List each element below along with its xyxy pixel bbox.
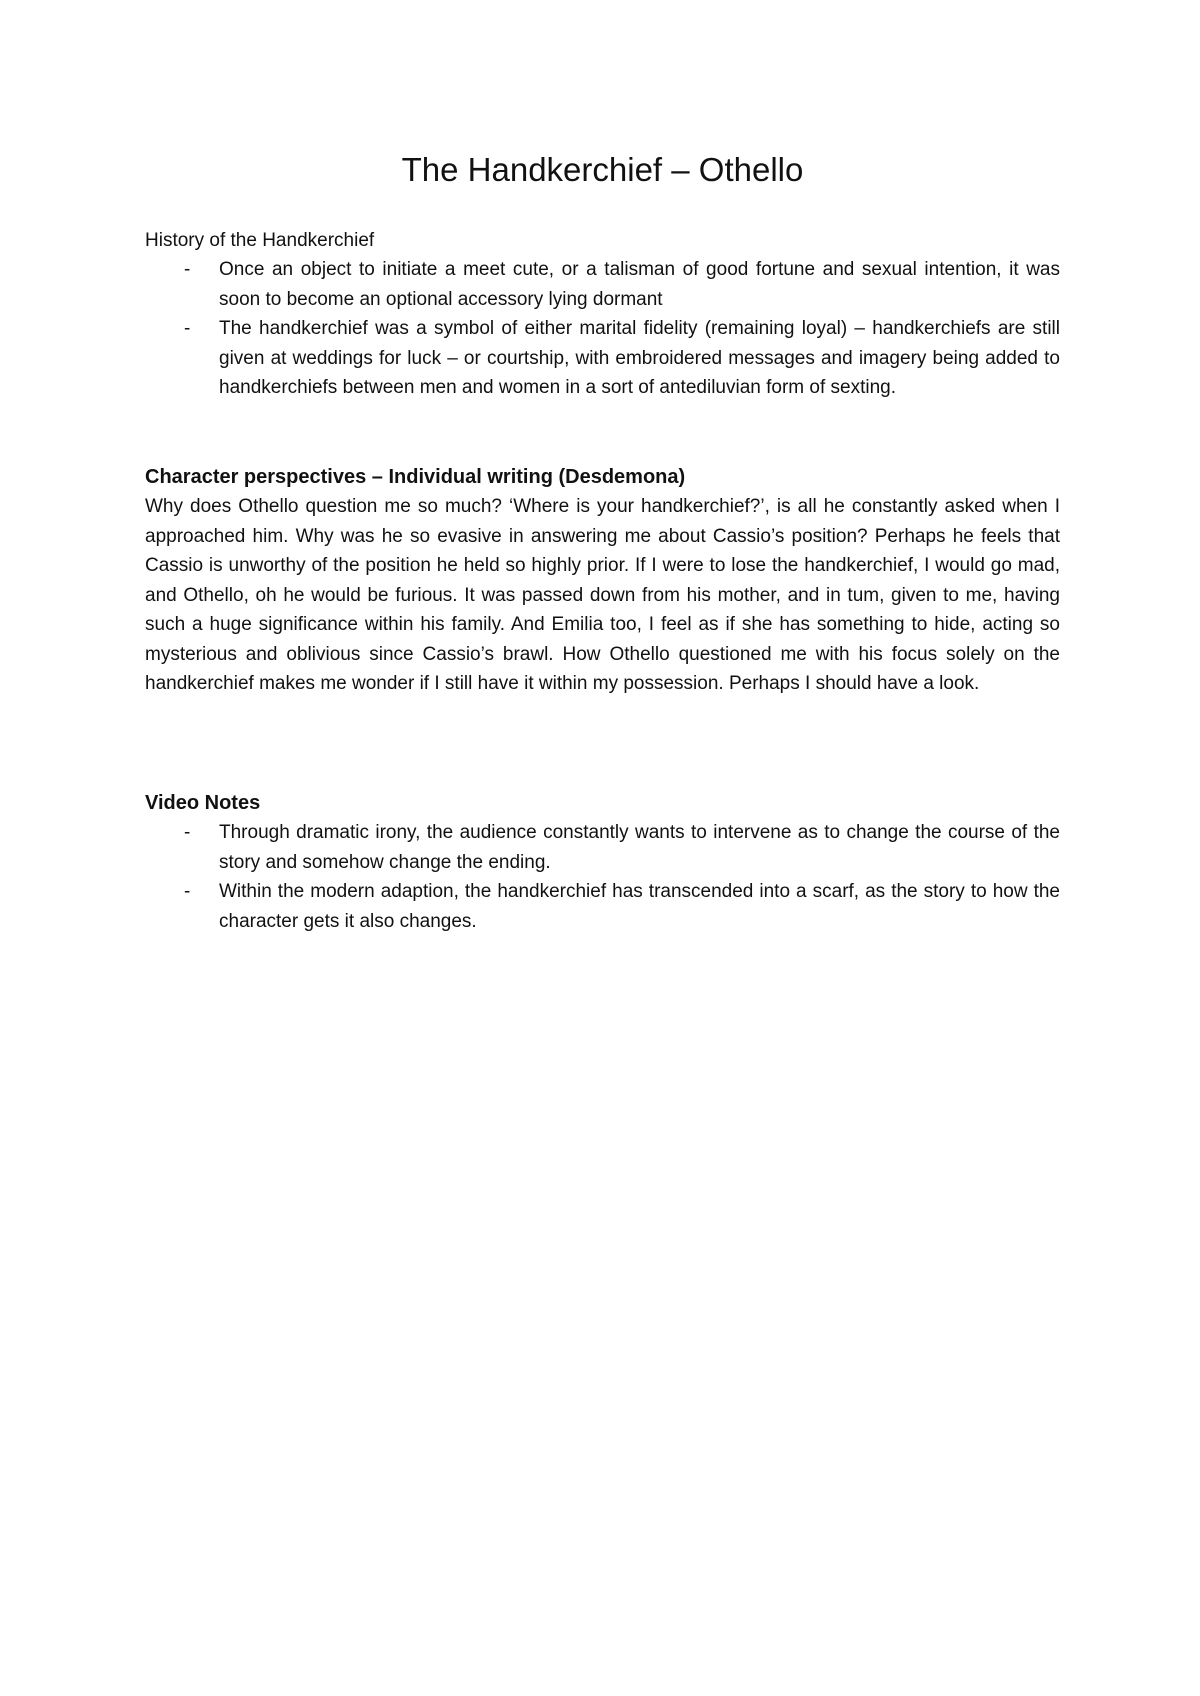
dash-bullet-icon: - <box>184 318 191 339</box>
list-item <box>145 877 1060 936</box>
history-section <box>145 226 1060 403</box>
character-body: Why does Othello question me so much? ‘Where is your handkerchief?’, is all he constantly asked when I approached him. Why was he so evasive in answering me about Cassio’s position? Perhaps he feels that Cassio is unworthy of the position he held so highly prior. If I were to lose the handkerchief, I would go mad, and Othello, oh he would be furious. It was passed down from his mother, and in tum, given to me, having such a huge significance within his family. And Emilia too, I feel as if she has something to hide, acting so mysterious and oblivious since Cassio’s brawl. How Othello questioned me with his focus solely on the handkerchief makes me wonder if I still have it within my possession. Perhaps I should have a look. <box>145 496 1060 694</box>
list-item-text: Within the modern adaption, the handkerchief has transcended into a scarf, as the story to how the character gets it also changes. <box>219 881 1060 932</box>
list-item <box>145 314 1060 403</box>
list-item-text: Once an object to initiate a meet cute, or a talisman of good fortune and sexual intention, it was soon to become an optional accessory lying dormant <box>219 259 1060 310</box>
video-notes-heading: Video Notes <box>145 792 261 814</box>
dash-bullet-icon: - <box>184 822 191 843</box>
list-item-text: Through dramatic irony, the audience constantly wants to intervene as to change the course of the story and somehow change the ending. <box>219 822 1060 873</box>
video-notes-list <box>145 818 1060 936</box>
character-section <box>145 463 1060 699</box>
list-item-text: The handkerchief was a symbol of either marital fidelity (remaining loyal) – handkerchiefs are still given at weddings for luck – or courtship, with embroidered messages and imagery being added to handkerchiefs between men and women in a sort of antediluvian form of sexting. <box>219 318 1060 398</box>
document-title: The Handkerchief – Othello <box>401 151 804 188</box>
history-list <box>145 255 1060 403</box>
list-item <box>145 818 1060 877</box>
dash-bullet-icon: - <box>184 881 191 902</box>
dash-bullet-icon: - <box>184 259 191 280</box>
history-heading: History of the Handkerchief <box>145 230 375 251</box>
list-item <box>145 255 1060 314</box>
character-heading: Character perspectives – Individual writing (Desdemona) <box>145 466 686 488</box>
video-notes-section <box>145 789 1060 936</box>
